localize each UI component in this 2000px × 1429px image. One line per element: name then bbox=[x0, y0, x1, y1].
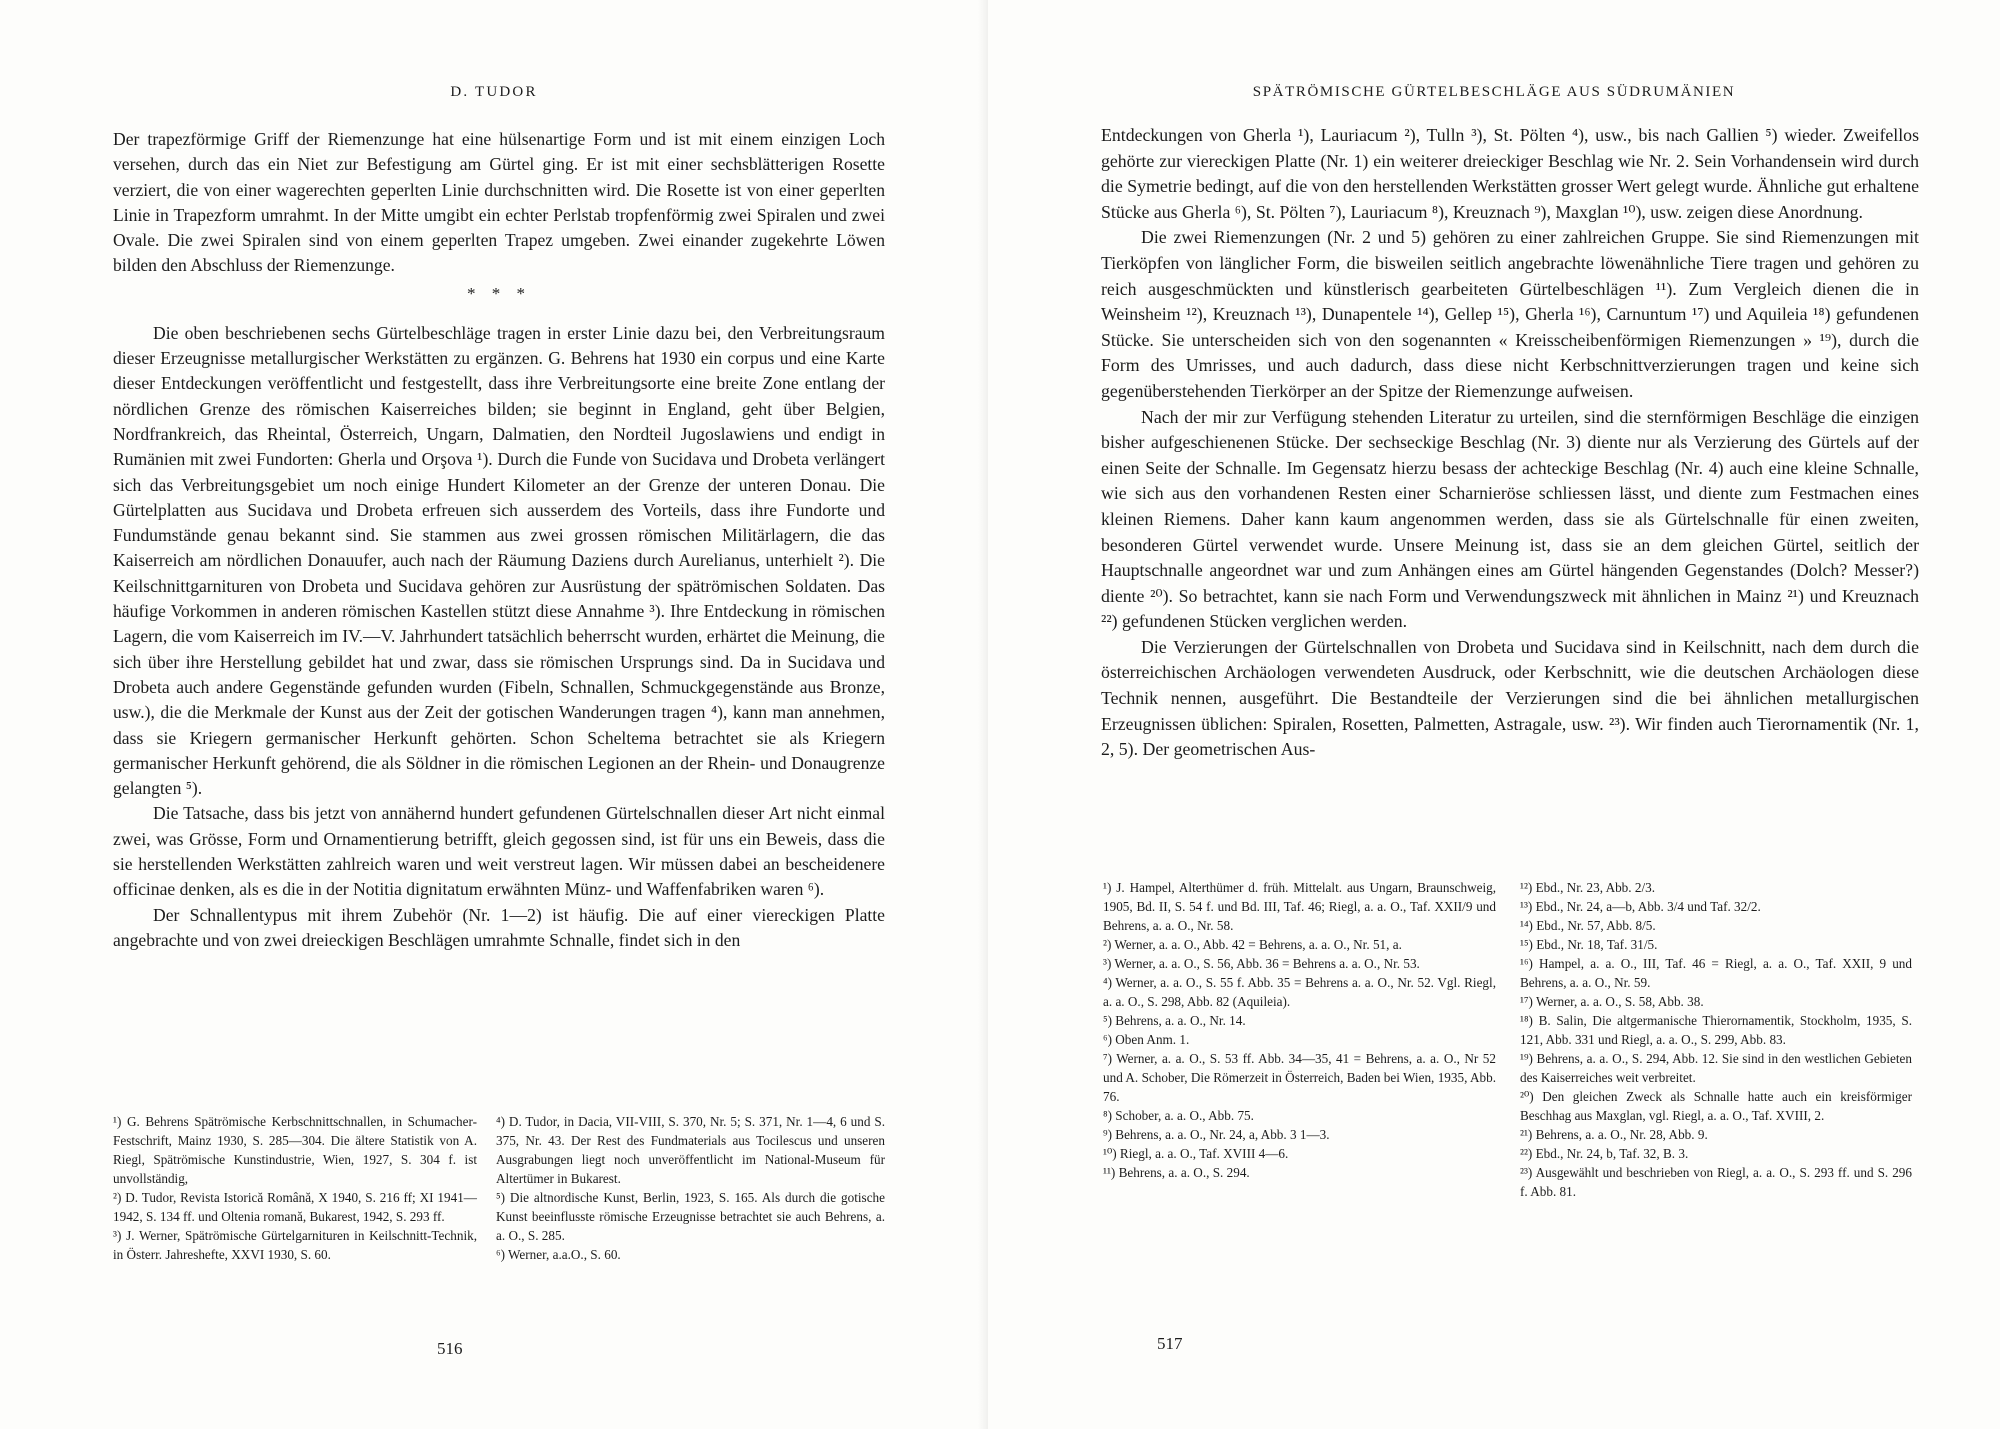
left-body-text bbox=[113, 127, 885, 953]
footnote: ¹⁷) Werner, a. a. O., S. 58, Abb. 38. bbox=[1520, 994, 1704, 1009]
page-number: 517 bbox=[1157, 1334, 1183, 1353]
footnotes-column-2 bbox=[1520, 878, 1912, 1201]
footnote: ²) D. Tudor, Revista Istorică Română, X 1940, S. 216 ff; XI 1941—1942, S. 134 ff. und Oltenia romană, Bukarest, 1942, S. 293 ff. bbox=[113, 1190, 477, 1224]
footnote: ²²) Ebd., Nr. 24, b, Taf. 32, B. 3. bbox=[1520, 1146, 1689, 1161]
footnotes-column-1 bbox=[1103, 878, 1496, 1182]
paragraph: Nach der mir zur Verfügung stehenden Literatur zu urteilen, sind die sternförmigen Beschläge die einzigen bisher aufgeschienenen Stücke. Der sechseckige Beschlag (Nr. 3) diente nur als Verzierung des Gürtels auf der einen Seite der Schnalle. Im Gegensatz hierzu besass der achteckige Beschlag (Nr. 4) auch eine kleine Schnalle, wie sich aus den vorhandenen Resten einer Scharnieröse schliessen lässt, und diente zum Festmachen eines kleinen Riemens. Daher kann kaum angenommen werden, dass sie als Gürtelschnalle für einen zweiten, besonderen Gürtel verwendet wurde. Unsere Meinung ist, dass sie an dem gleichen Gürtel, seitlich der Hauptschnalle angeordnet war und zum Anhängen eines am Gürtel hängenden Gegenstandes (Dolch? Messer?) diente ²⁰). So betrachtet, kann sie nach Form und Verwendungszweck mit ähnlichen in Mainz ²¹) und Kreuznach ²²) gefundenen Stücken verglichen werden. bbox=[1101, 406, 1919, 632]
footnote: ¹²) Ebd., Nr. 23, Abb. 2/3. bbox=[1520, 880, 1656, 895]
left-page bbox=[0, 0, 988, 1429]
footnote: ¹) J. Hampel, Alterthümer d. früh. Mittelalt. aus Ungarn, Braunschweig, 1905, Bd. II, S. 54 f. und Bd. III, Taf. 46; Riegl, a. a. O., Taf. XXII/9 und Behrens, a. a. O., Nr. 58. bbox=[1103, 880, 1496, 933]
footnote: ⁶) Werner, a.a.O., S. 60. bbox=[496, 1247, 621, 1262]
footnote: ⁷) Werner, a. a. O., S. 53 ff. Abb. 34—35, 41 = Behrens, a. a. O., Nr 52 und A. Schober, Die Römerzeit in Österreich, Baden bei Wien, 1935, Abb. 76. bbox=[1103, 1051, 1496, 1104]
footnote: ¹¹) Behrens, a. a. O., S. 294. bbox=[1103, 1165, 1250, 1180]
footnote: ³) J. Werner, Spätrömische Gürtelgarnituren in Keilschnitt-Technik, in Österr. Jahreshefte, XXVI 1930, S. 60. bbox=[113, 1228, 477, 1262]
running-head-author: D. TUDOR bbox=[450, 84, 538, 100]
footnote: ⁵) Die altnordische Kunst, Berlin, 1923, S. 165. Als durch die gotische Kunst beeinflusste römische Erzeugnisse betrachtet sie auch Behrens, a. a. O., S. 285. bbox=[496, 1190, 885, 1243]
footnote: ¹) G. Behrens Spätrömische Kerbschnittschnallen, in Schumacher-Festschrift, Mainz 1930, S. 285—304. Die ältere Statistik von A. Riegl, Spätrömische Kunstindustrie, Wien, 1927, S. 304 f. ist unvollständig, bbox=[113, 1114, 477, 1186]
footnote: ¹⁶) Hampel, a. a. O., III, Taf. 46 = Riegl, a. a. O., Taf. XXII, 9 und Behrens, a. a. O., Nr. 59. bbox=[1520, 956, 1912, 990]
footnote: ²³) Ausgewählt und beschrieben von Riegl, a. a. O., S. 293 ff. und S. 296 f. Abb. 81. bbox=[1520, 1165, 1912, 1199]
paragraph: Der Schnallentypus mit ihrem Zubehör (Nr. 1—2) ist häufig. Die auf einer viereckigen Platte angebrachte und von zwei dreieckigen Beschlägen umrahmte Schnalle, findet sich in den bbox=[113, 904, 885, 950]
right-page bbox=[988, 0, 2000, 1429]
footnote: ⁹) Behrens, a. a. O., Nr. 24, a, Abb. 3 1—3. bbox=[1103, 1127, 1330, 1142]
paragraph: Die zwei Riemenzungen (Nr. 2 und 5) gehören zu einer zahlreichen Gruppe. Sie sind Riemenzungen mit Tierköpfen von länglicher Form, die bisweilen seitlich angebrachte löwenähnliche Tiere tragen und gehören zu reich ausgeschmückten und künstlerisch gearbeiteten Gürtelbeschlägen ¹¹). Zum Vergleich dienen die in Weinsheim ¹²), Kreuznach ¹³), Dunapentele ¹⁴), Gellep ¹⁵), Gherla ¹⁶), Carnuntum ¹⁷) und Aquileia ¹⁸) gefundenen Stücke. Sie unterscheiden sich von den sogenannten « Kreisscheibenförmigen Riemenzungen » ¹⁹), durch die Form des Umrisses, und auch dadurch, dass diese nicht Kerbschnittverzierungen tragen und keine sich gegenüberstehenden Tierkörper an der Spitze der Riemenzunge aufweisen. bbox=[1101, 227, 1919, 401]
footnote: ⁵) Behrens, a. a. O., Nr. 14. bbox=[1103, 1013, 1246, 1028]
paragraph: Die oben beschriebenen sechs Gürtelbeschläge tragen in erster Linie dazu bei, den Verbreitungsraum dieser Erzeugnisse metallurgischer Werkstätten zu ergänzen. G. Behrens hat 1930 ein corpus und eine Karte dieser Entdeckungen veröffentlicht und festgestellt, dass ihre Verbreitungsorte eine breite Zone entlang der nördlichen Grenze des römischen Kaiserreiches bilden; sie beginnt in England, geht über Belgien, Nordfrankreich, das Rheintal, Österreich, Ungarn, Dalmatien, den Nordteil Jugoslawiens und endigt in Rumänien mit zwei Fundorten: Gherla und Orşova ¹). Durch die Funde von Sucidava und Drobeta verlängert sich das Verbreitungsgebiet um noch einige Hundert Kilometer an der Grenze der unteren Donau. Die Gürtelplatten aus Sucidava und Drobeta erfreuen sich ausserdem des Vorteils, dass ihre Fundorte und Fundumstände genau bekannt sind. Sie stammen aus zwei grossen römischen Militärlagern, die das Kaiserreich am nördlichen Donauufer, auch nach der Räumung Daziens durch Aurelianus, unterhielt ²). Die Keilschnittgarnituren von Drobeta und Sucidava gehören zur Ausrüstung der spätrömischen Soldaten. Das häufige Vorkommen in anderen römischen Kastellen stützt diese Annahme ³). Ihre Entdeckung in römischen Lagern, die vom Kaiserreich im IV.—V. Jahrhundert tatsächlich beherrscht wurden, erhärtet die Meinung, die sich über ihre Herstellung gebildet hat und zwar, dass sie römischen Ursprungs sind. Da in Sucidava und Drobeta auch andere Gegenstände gefunden wurden (Fibeln, Schnallen, Schmuckgegenstände aus Bronze, usw.), die die Merkmale der Kunst aus der Zeit der gotischen Wanderungen tragen ⁴), kann man annehmen, dass sie Kriegern germanischer Herkunft gehörten. Schon Scheltema betrachtet sie als Kriegern germanischer Herkunft gehörend, die als Söldner in die römischen Legionen an der Rhein- und Donaugrenze gelangten ⁵). bbox=[113, 322, 885, 799]
right-body-text bbox=[1101, 123, 1919, 763]
footnote: ¹⁹) Behrens, a. a. O., S. 294, Abb. 12. Sie sind in den westlichen Gebieten des Kaiserreiches weit verbreitet. bbox=[1520, 1051, 1912, 1085]
page-number: 516 bbox=[437, 1339, 463, 1358]
footnote: ⁸) Schober, a. a. O., Abb. 75. bbox=[1103, 1108, 1254, 1123]
footnote: ⁴) D. Tudor, in Dacia, VII-VIII, S. 370, Nr. 5; S. 371, Nr. 1—4, 6 und S. 375, Nr. 43. Der Rest des Fundmaterials aus Tocilescus und unseren Ausgrabungen liegt noch unveröffentlicht im National-Museum für Altertümer in Bukarest. bbox=[496, 1114, 885, 1186]
paragraph: Entdeckungen von Gherla ¹), Lauriacum ²), Tulln ³), St. Pölten ⁴), usw., bis nach Gallien ⁵) wieder. Zweifellos gehörte zur viereckigen Platte (Nr. 1) ein weiterer dreieckiger Beschlag wie Nr. 2. Sein Vorhandensein wird durch die Symetrie bedingt, auf die von den herstellenden Werkstätten grosser Wert gelegt wurde. Ähnliche gut erhaltene Stücke aus Gherla ⁶), St. Pölten ⁷), Lauriacum ⁸), Kreuznach ⁹), Maxglan ¹⁰), usw. zeigen diese Anordnung. bbox=[1101, 125, 1919, 222]
footnotes-column-1 bbox=[113, 1112, 477, 1264]
footnote: ³) Werner, a. a. O., S. 56, Abb. 36 = Behrens a. a. O., Nr. 53. bbox=[1103, 956, 1420, 971]
footnote: ¹⁸) B. Salin, Die altgermanische Thierornamentik, Stockholm, 1935, S. 121, Abb. 331 und Riegl, a. a. O., S. 299, Abb. 83. bbox=[1520, 1013, 1912, 1047]
paragraph: Die Tatsache, dass bis jetzt von annähernd hundert gefundenen Gürtelschnallen dieser Art nicht einmal zwei, was Grösse, Form und Ornamentierung betrifft, gleich gegossen sind, ist für uns ein Beweis, dass die sie herstellenden Werkstätten zahlreich waren und weit verstreut lagen. Wir müssen dabei an bescheidenere officinae denken, als es die in der Notitia dignitatum erwähnten Münz- und Waffenfabriken waren ⁶). bbox=[113, 803, 885, 900]
footnote: ²) Werner, a. a. O., Abb. 42 = Behrens, a. a. O., Nr. 51, a. bbox=[1103, 937, 1402, 952]
running-head-title: SPÄTRÖMISCHE GÜRTELBESCHLÄGE AUS SÜDRUMÄNIEN bbox=[1252, 84, 1736, 100]
footnote: ¹³) Ebd., Nr. 24, a—b, Abb. 3/4 und Taf. 32/2. bbox=[1520, 899, 1761, 914]
section-break-stars: * * * bbox=[467, 283, 531, 303]
paragraph: Die Verzierungen der Gürtelschnallen von Drobeta und Sucidava sind in Keilschnitt, nach dem durch die österreichischen Archäologen verwendeten Ausdruck, oder Kerbschnitt, wie die deutschen Archäologen diese Technik nennen, ausgeführt. Die Bestandteile der Verzierungen sind die bei ähnlichen metallurgischen Erzeugnissen üblichen: Spiralen, Rosetten, Palmetten, Astragale, usw. ²³). Wir finden auch Tierornamentik (Nr. 1, 2, 5). Der geometrischen Aus- bbox=[1101, 636, 1919, 760]
footnote: ²⁰) Den gleichen Zweck als Schnalle hatte auch ein kreisförmiger Beschhag aus Maxglan, vgl. Riegl, a. a. O., Taf. XVIII, 2. bbox=[1520, 1089, 1912, 1123]
paragraph: Der trapezförmige Griff der Riemenzunge hat eine hülsenartige Form und ist mit einem einzigen Loch versehen, durch das ein Niet zur Befestigung am Gürtel ging. Er ist mit einer sechsblätterigen Rosette verziert, die von einer wagerechten geperlten Linie durchschnitten wird. Die Rosette ist von einer geperlten Linie in Trapezform umrahmt. In der Mitte umgibt ein echter Perlstab tropfenförmig zwei Spiralen und zwei Ovale. Die zwei Spiralen sind von einem geperlten Trapez umgeben. Zwei einander zugekehrte Löwen bilden den Abschluss der Riemenzunge. bbox=[113, 129, 885, 276]
footnote: ¹⁰) Riegl, a. a. O., Taf. XVIII 4—6. bbox=[1103, 1146, 1289, 1161]
footnote: ⁴) Werner, a. a. O., S. 55 f. Abb. 35 = Behrens a. a. O., Nr. 52. Vgl. Riegl, a. a. O., S. 298, Abb. 82 (Aquileia). bbox=[1103, 975, 1496, 1009]
footnote: ¹⁵) Ebd., Nr. 18, Taf. 31/5. bbox=[1520, 937, 1658, 952]
footnotes-column-2 bbox=[496, 1112, 885, 1264]
footnote: ¹⁴) Ebd., Nr. 57, Abb. 8/5. bbox=[1520, 918, 1656, 933]
footnote: ²¹) Behrens, a. a. O., Nr. 28, Abb. 9. bbox=[1520, 1127, 1708, 1142]
footnote: ⁶) Oben Anm. 1. bbox=[1103, 1032, 1190, 1047]
